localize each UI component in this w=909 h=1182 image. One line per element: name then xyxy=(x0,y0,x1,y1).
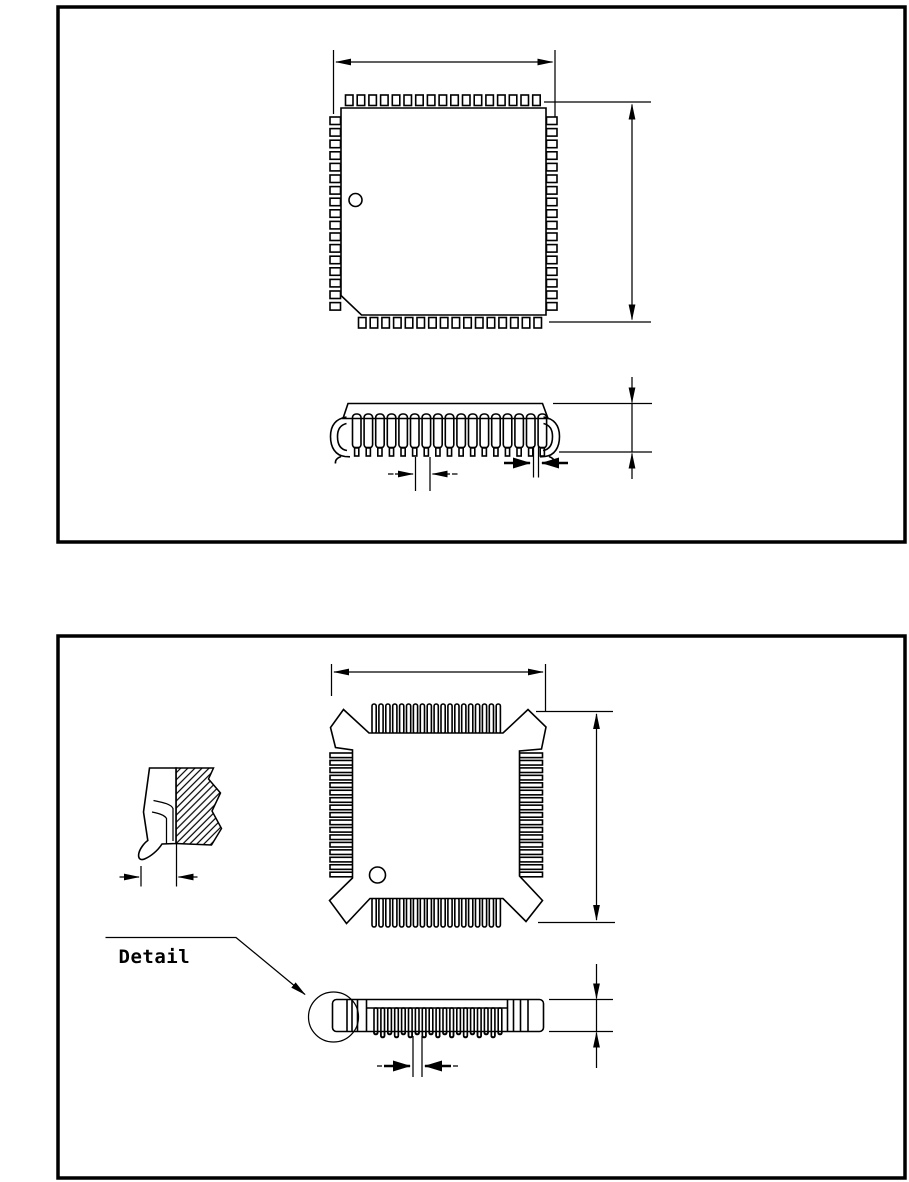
j-lead-hook-left-outer xyxy=(331,417,351,457)
qfp-bottom-leads-pin xyxy=(482,898,486,927)
qfp-top-leads-pin xyxy=(379,704,383,734)
plcc-top-pins-pin xyxy=(369,95,377,106)
qfp-left-leads-pin xyxy=(330,865,353,870)
plcc-bottom-pins-pin xyxy=(417,318,425,329)
qfp-height-dimension xyxy=(536,712,615,923)
qfp-top-leads-pin xyxy=(386,704,390,734)
qfp-left-leads-pin xyxy=(330,760,353,765)
plcc-top-view xyxy=(330,95,557,328)
plcc-left-pins-pin xyxy=(330,163,341,171)
plcc-right-pins-pin xyxy=(547,279,558,287)
qfp-right-leads-pin xyxy=(520,813,543,818)
qfp-top-leads-pin xyxy=(448,704,452,734)
qfp-left-leads-pin xyxy=(330,798,353,803)
detail-body-cross-section-hatched xyxy=(176,768,222,845)
qfp-bottom-leads-pin xyxy=(441,898,445,927)
plcc-lead-width-dimension xyxy=(504,446,568,478)
qfp-right-leads-pin xyxy=(520,760,543,765)
plcc-lead-pitch-dimension xyxy=(388,457,458,491)
qfp-right-leads-pin xyxy=(520,820,543,825)
plcc-right-pins-pin xyxy=(547,163,558,171)
qfp-bottom-leads-pin xyxy=(400,898,404,927)
qfp-right-leads xyxy=(520,753,543,877)
qfp-left-leads-pin xyxy=(330,805,353,810)
plcc-left-pins-pin xyxy=(330,117,341,125)
plcc-left-pins-pin xyxy=(330,291,341,299)
plcc-top-pins-pin xyxy=(404,95,412,106)
plcc-right-pins-pin xyxy=(547,187,558,195)
qfp-bottom-leads-pin xyxy=(496,898,500,927)
qfp-bottom-leads-pin xyxy=(462,898,466,927)
qfp-width-dimension xyxy=(332,664,546,711)
plcc-bottom-pins-pin xyxy=(370,318,378,329)
plcc-left-pins-pin xyxy=(330,175,341,183)
j-lead-hook-left-inner xyxy=(338,424,348,451)
qfp-left-leads-pin xyxy=(330,790,353,795)
qfp-top-leads-pin xyxy=(489,704,493,734)
panel-bottom-frame xyxy=(58,636,905,1178)
plcc-left-pins xyxy=(330,117,341,310)
plcc-left-pins-pin xyxy=(330,129,341,137)
qfp-left-leads-pin xyxy=(330,835,353,840)
plcc-bottom-pins-pin xyxy=(499,318,507,329)
qfp-bottom-leads-pin xyxy=(379,898,383,927)
plcc-bottom-pins-pin xyxy=(464,318,472,329)
plcc-right-pins-pin xyxy=(547,140,558,148)
qfp-right-leads-pin xyxy=(520,835,543,840)
panel-top-frame xyxy=(58,7,905,542)
qfp-right-leads-pin xyxy=(520,805,543,810)
qfp-top-leads-pin xyxy=(476,704,480,734)
qfp-left-leads xyxy=(330,753,353,877)
plcc-right-pins-pin xyxy=(547,210,558,218)
qfp-side-height-dimension xyxy=(549,964,613,1068)
qfp-left-leads-pin xyxy=(330,820,353,825)
plcc-top-pins-pin xyxy=(346,95,354,106)
plcc-top-pins-pin xyxy=(486,95,494,106)
qfp-top-leads-pin xyxy=(434,704,438,734)
qfp-bottom-leads-pin xyxy=(393,898,397,927)
qfp-bottom-leads-pin xyxy=(413,898,417,927)
qfp-side-body xyxy=(333,1000,544,1032)
qfp-bottom-leads-pin xyxy=(455,898,459,927)
qfp-left-leads-pin xyxy=(330,850,353,855)
plcc-right-pins-pin xyxy=(547,268,558,276)
qfp-bottom-leads-pin xyxy=(420,898,424,927)
plcc-top-pins-pin xyxy=(533,95,541,106)
plcc-bottom-pins-pin xyxy=(440,318,448,329)
qfp-top-leads-pin xyxy=(455,704,459,734)
plcc-top-pins-pin xyxy=(463,95,471,106)
j-lead-hook-right-outer xyxy=(540,417,560,457)
qfp-bottom-leads-pin xyxy=(448,898,452,927)
qfp-right-leads-pin xyxy=(520,790,543,795)
plcc-left-pins-pin xyxy=(330,233,341,241)
qfp-bottom-leads-pin xyxy=(386,898,390,927)
plcc-bottom-pins-pin xyxy=(382,318,390,329)
plcc-top-pins-pin xyxy=(451,95,459,106)
detail-label: Detail xyxy=(118,946,191,968)
qfp-left-leads-pin xyxy=(330,775,353,780)
qfp-top-leads-pin xyxy=(462,704,466,734)
plcc-top-pins-pin xyxy=(474,95,482,106)
plcc-left-pins-pin xyxy=(330,245,341,253)
plcc-left-pins-pin xyxy=(330,187,341,195)
plcc-left-pins-pin xyxy=(330,279,341,287)
plcc-left-pins-pin xyxy=(330,268,341,276)
qfp-body-outline xyxy=(330,710,547,924)
qfp-left-leads-pin xyxy=(330,783,353,788)
qfp-right-leads-pin xyxy=(520,768,543,773)
qfp-top-leads-pin xyxy=(420,704,424,734)
plcc-top-pins-pin xyxy=(416,95,424,106)
detail-callout xyxy=(106,938,306,995)
qfp-left-leads-pin xyxy=(330,768,353,773)
plcc-top-pins-pin xyxy=(392,95,400,106)
qfp-right-leads-pin xyxy=(520,828,543,833)
qfp-top-leads-pin xyxy=(482,704,486,734)
qfp-left-leads-pin xyxy=(330,813,353,818)
plcc-bottom-pins-pin xyxy=(476,318,484,329)
plcc-bottom-pins-pin xyxy=(522,318,530,329)
qfp-top-leads-pin xyxy=(372,704,376,734)
plcc-left-pins-pin xyxy=(330,303,341,311)
plcc-height-dimension xyxy=(544,102,651,322)
plcc-bottom-pins-pin xyxy=(487,318,495,329)
qfp-left-leads-pin xyxy=(330,842,353,847)
qfp-right-leads-pin xyxy=(520,798,543,803)
qfp-right-leads-pin xyxy=(520,872,543,877)
plcc-bottom-pins-pin xyxy=(394,318,402,329)
plcc-top-pins xyxy=(346,95,541,106)
plcc-width-dimension xyxy=(334,50,556,117)
qfp-top-leads-pin xyxy=(496,704,500,734)
plcc-left-pins-pin xyxy=(330,256,341,264)
plcc-top-pins-pin xyxy=(357,95,365,106)
plcc-body-outline xyxy=(341,108,546,315)
plcc-left-pins-pin xyxy=(330,210,341,218)
j-lead-hook-left-tail xyxy=(335,457,341,464)
plcc-pin1-index-mark xyxy=(349,194,362,207)
qfp-right-leads-pin xyxy=(520,775,543,780)
plcc-bottom-pins-pin xyxy=(534,318,542,329)
qfp-lead-pitch-dimension xyxy=(377,1036,458,1077)
qfp-side-view xyxy=(309,992,544,1042)
plcc-top-pins-pin xyxy=(509,95,517,106)
qfp-bottom-leads-pin xyxy=(476,898,480,927)
plcc-bottom-pins-pin xyxy=(511,318,518,329)
qfp-right-leads-pin xyxy=(520,783,543,788)
plcc-right-pins-pin xyxy=(547,245,558,253)
plcc-top-pins-pin xyxy=(521,95,529,106)
plcc-right-pins-pin xyxy=(547,256,558,264)
plcc-right-pins-pin xyxy=(547,303,558,311)
qfp-left-leads-pin xyxy=(330,753,353,758)
qfp-bottom-leads-pin xyxy=(407,898,411,927)
qfp-top-leads-pin xyxy=(413,704,417,734)
plcc-bottom-pins-pin xyxy=(359,318,367,329)
plcc-right-pins-pin xyxy=(547,175,558,183)
plcc-bottom-pins-pin xyxy=(429,318,437,329)
qfp-top-leads-pin xyxy=(441,704,445,734)
qfp-bottom-leads-pin xyxy=(372,898,376,927)
qfp-bottom-leads-pin xyxy=(489,898,493,927)
qfp-right-leads-pin xyxy=(520,842,543,847)
plcc-bottom-pins-pin xyxy=(405,318,413,329)
plcc-top-pins-pin xyxy=(427,95,435,106)
plcc-left-pins-pin xyxy=(330,140,341,148)
qfp-top-leads-pin xyxy=(407,704,411,734)
plcc-top-pins-pin xyxy=(381,95,389,106)
plcc-right-pins-pin xyxy=(547,221,558,229)
qfp-top-leads-pin xyxy=(427,704,431,734)
qfp-bottom-leads-pin xyxy=(427,898,431,927)
qfp-right-leads-pin xyxy=(520,865,543,870)
qfp-right-leads-pin xyxy=(520,850,543,855)
plcc-right-pins-pin xyxy=(547,129,558,137)
qfp-top-view xyxy=(330,704,547,927)
qfp-bottom-leads-pin xyxy=(434,898,438,927)
plcc-right-pins xyxy=(547,117,558,310)
j-lead-hook-right-inner xyxy=(543,424,553,451)
qfp-right-leads-pin xyxy=(520,857,543,862)
plcc-top-pins-pin xyxy=(439,95,447,106)
qfp-top-leads-pin xyxy=(400,704,404,734)
qfp-right-leads-pin xyxy=(520,753,543,758)
plcc-left-pins-pin xyxy=(330,198,341,206)
plcc-top-pins-pin xyxy=(498,95,506,106)
qfp-left-leads-pin xyxy=(330,872,353,877)
qfp-left-leads-pin xyxy=(330,828,353,833)
lead-detail-section xyxy=(120,768,222,887)
plcc-left-pins-pin xyxy=(330,152,341,160)
qfp-top-leads-pin xyxy=(393,704,397,734)
plcc-left-pins-pin xyxy=(330,221,341,229)
plcc-bottom-pins xyxy=(359,318,542,329)
plcc-right-pins-pin xyxy=(547,152,558,160)
plcc-right-pins-pin xyxy=(547,198,558,206)
qfp-top-leads xyxy=(372,704,500,734)
qfp-bottom-leads-pin xyxy=(469,898,473,927)
plcc-right-pins-pin xyxy=(547,233,558,241)
qfp-left-leads-pin xyxy=(330,857,353,862)
plcc-side-view xyxy=(331,404,560,464)
qfp-bottom-leads xyxy=(372,898,500,927)
plcc-bottom-pins-pin xyxy=(452,318,460,329)
plcc-right-pins-pin xyxy=(547,291,558,299)
plcc-right-pins-pin xyxy=(547,117,558,125)
qfp-top-leads-pin xyxy=(469,704,473,734)
